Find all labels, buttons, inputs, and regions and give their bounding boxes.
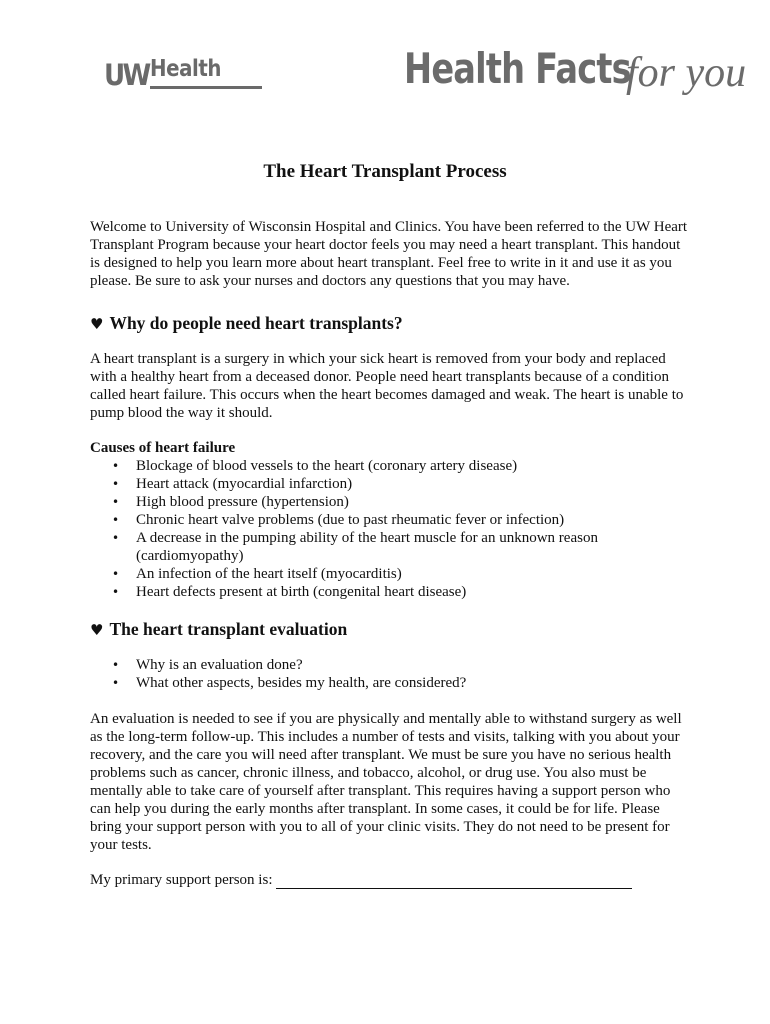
causes-list <box>112 457 692 601</box>
document-title: The Heart Transplant Process <box>263 161 507 182</box>
bullet-icon: • <box>112 658 120 672</box>
logo-underline <box>150 86 262 89</box>
support-person-blank[interactable] <box>276 874 632 889</box>
bullet-icon: • <box>112 585 120 599</box>
health-facts-logo <box>404 44 747 108</box>
list-item: • Blockage of blood vessels to the heart (coronary artery disease) <box>112 458 518 474</box>
bullet-icon: • <box>112 495 120 509</box>
bullet-icon: • <box>112 676 120 690</box>
section1-paragraph: A heart transplant is a surgery in which your sick heart is removed from your body and replaced with a healthy heart from a deceased donor. People need heart transplants because of a condition called heart failure. This occurs when the heart becomes damaged and weak. The heart is unable to pump blood the way it should. <box>90 351 684 421</box>
evaluation-questions-list <box>112 656 692 692</box>
list-item: • High blood pressure (hypertension) <box>112 494 349 510</box>
section-heading-evaluation <box>90 618 690 641</box>
heart-icon: ♥ <box>90 621 104 639</box>
heart-icon: ♥ <box>90 315 104 333</box>
brand-title: Health Facts <box>404 44 631 93</box>
bullet-icon: • <box>112 477 120 491</box>
section-heading-why-text: Why do people need heart transplants? <box>109 313 403 333</box>
support-person-label: My primary support person is: <box>90 872 273 888</box>
bullet-icon: • <box>112 459 120 473</box>
list-item: • Why is an evaluation done? <box>112 657 303 673</box>
evaluation-paragraph: An evaluation is needed to see if you are physically and mentally able to withstand surgery as well as the long-term follow-up. This includes a number of tests and visits, talking with you about your recovery, and the care you will need after transplant. We must be sure you have no serious health problems such as cancer, chronic illness, and tobacco, alcohol, or drug use. You also must be mentally able to take care of yourself after transplant. This requires having a support person who can help you during the early months after transplant. In some cases, it could be for life. Please bring your support person with you to all of your clinic visits. They do not need to be present for your tests. <box>90 711 682 853</box>
bullet-icon: • <box>112 567 120 581</box>
list-item: • Heart defects present at birth (congenital heart disease) <box>112 584 467 600</box>
list-item: • Heart attack (myocardial infarction) <box>112 476 353 492</box>
causes-heading: Causes of heart failure <box>90 440 236 456</box>
support-person-line <box>90 871 632 889</box>
intro-paragraph: Welcome to University of Wisconsin Hospital and Clinics. You have been referred to the UW Heart Transplant Program because your heart doctor feels you may need a heart transplant. This handout is designed to help you learn more about heart transplant. Feel free to write in it and use it as you please. Be sure to ask your nurses and doctors any questions that you may have. <box>90 219 688 289</box>
bullet-icon: • <box>112 531 120 545</box>
logo-health-text: Health <box>150 56 222 82</box>
list-item: • What other aspects, besides my health, are considered? <box>112 675 467 691</box>
list-item: • Chronic heart valve problems (due to past rheumatic fever or infection) <box>112 512 565 528</box>
bullet-icon: • <box>112 513 120 527</box>
list-item: • An infection of the heart itself (myocarditis) <box>112 566 402 582</box>
list-item: • A decrease in the pumping ability of the heart muscle for an unknown reason (cardiomyopathy) <box>112 530 598 564</box>
section-heading-why <box>90 312 690 335</box>
logo-uw-text: UW <box>104 58 149 92</box>
brand-tagline: for you <box>626 50 747 96</box>
uw-health-logo <box>104 56 264 92</box>
section-heading-evaluation-text: The heart transplant evaluation <box>109 619 348 639</box>
